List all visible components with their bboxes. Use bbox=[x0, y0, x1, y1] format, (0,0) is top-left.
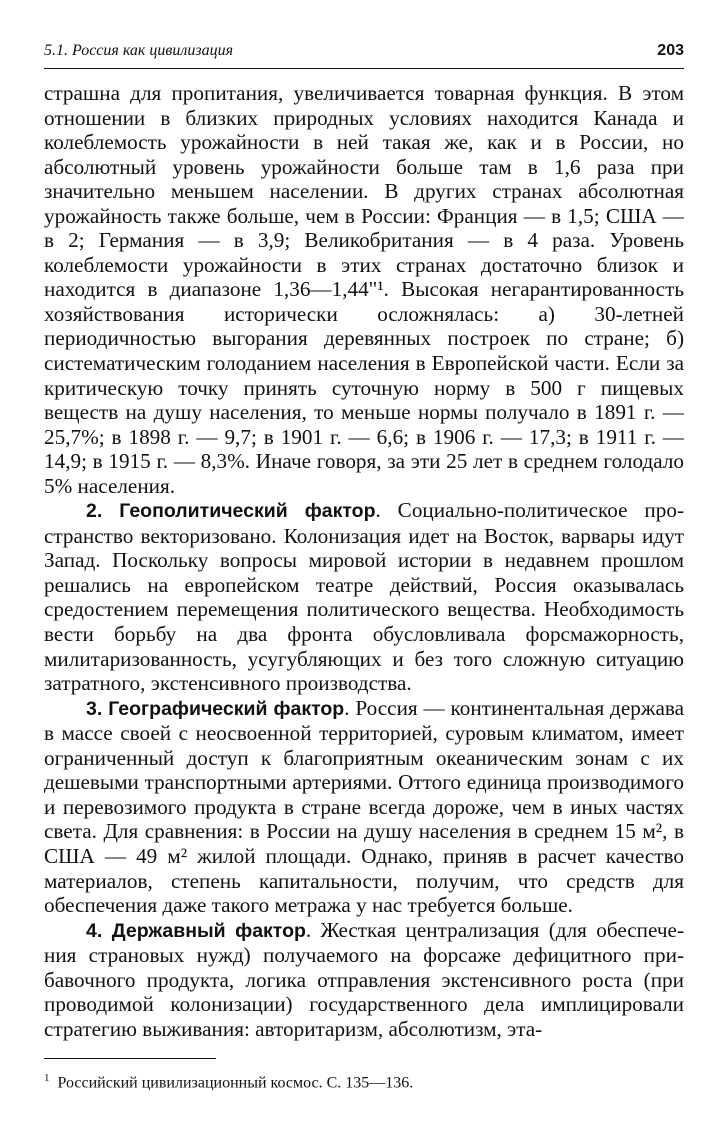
paragraph-geographic-factor bbox=[44, 696, 684, 918]
page-number: 203 bbox=[657, 42, 684, 59]
paragraph-state-factor bbox=[44, 918, 684, 1042]
paragraph-heading: 3. Географический фактор bbox=[86, 697, 345, 720]
footnote-text: Российский цивилизационный космос. С. 135—136. bbox=[57, 1074, 414, 1092]
paragraph-heading: 2. Геополитический фактор bbox=[86, 500, 376, 523]
body-text bbox=[44, 81, 684, 1041]
footnote bbox=[44, 1068, 684, 1093]
paragraph-text: страшна для пропитания, увеличивается товарная функция. В этом отношении в близких природных условиях находится Канада и колеблемость урожайности в ней такая же, как и в России, но абсолютный уровень урожайности больше там в 1,6 раза при значительно меньшем населении. В других странах абсолютная урожайность также больше, чем в России: Франция — в 1,5; США — в 2; Германия — в 3,9; Великобритания — в 4 раза. Уровень колеблемости урожайности в этих странах достаточно близок и находится в диапазоне 1,36—1,44"¹. Высокая негарантированность хозяйствования исторически осложнялась: а) 30-летней периодичностью выгорания деревянных построек по стране; б) систематическим голоданием населения в Европейской части. Если за критическую точку принять суточную норму в 500 г пищевых веществ на душу населения, то меньше нормы получало в 1891 г. — 25,7%; в 1898 г. — 9,7; в 1901 г. — 6,6; в 1906 г. — 17,3; в 1911 г. — 14,9; в 1915 г. — 8,3%. Иначе говоря, за эти 25 лет в среднем голодало 5% населения. bbox=[44, 81, 684, 498]
paragraph-text: . Социально-политическое пространство векторизовано. Колонизация идет на Восток, варвары идут Запад. Поскольку вопросы мировой истории в недавнем прошлом решались на европейском театре действий, Россия оказывалась средостением перемещения политического вещества. Необходимость вести борьбу на два фронта обусловливала форсмажорность, милитаризованность, усугубляющих и без того сложную ситуацию затратного, экстенсивного производства. bbox=[44, 498, 685, 696]
footnote-divider bbox=[44, 1058, 216, 1059]
paragraph-continuation bbox=[44, 81, 684, 498]
paragraph-heading: 4. Державный фактор bbox=[86, 919, 306, 942]
running-head bbox=[44, 42, 684, 69]
running-title: 5.1. Россия как цивилизация bbox=[44, 42, 234, 59]
paragraph-text: . Жесткая централизация (для обеспечения страновых нужд) получаемого на форсаже дефицитного прибавочного продукта, логика отправления экстенсивного роста (при проводимой колонизации) государственного дела имплицировали стратегию выживания: авторитаризм, абсолютизм, эта- bbox=[44, 917, 685, 1041]
book-page bbox=[44, 42, 684, 1041]
paragraph-geopolitical-factor bbox=[44, 498, 684, 695]
footnote-marker: 1 bbox=[44, 1072, 50, 1084]
paragraph-text: . Россия — континентальная держава в массе своей с неосвоенной территорией, суровым климатом, имеет ограниченный доступ к благоприятным океаническим зонам с их дешевыми транспортными артериями. Оттого единица производимого и перевозимого продукта в стране всегда дороже, чем в иных частях света. Для сравнения: в России на душу населения в среднем 15 м², в США — 49 м² жилой площади. Однако, приняв в расчет качество материалов, степень капитальности, получим, что средств для обеспечения даже такого метража у нас требуется больше. bbox=[44, 695, 684, 918]
